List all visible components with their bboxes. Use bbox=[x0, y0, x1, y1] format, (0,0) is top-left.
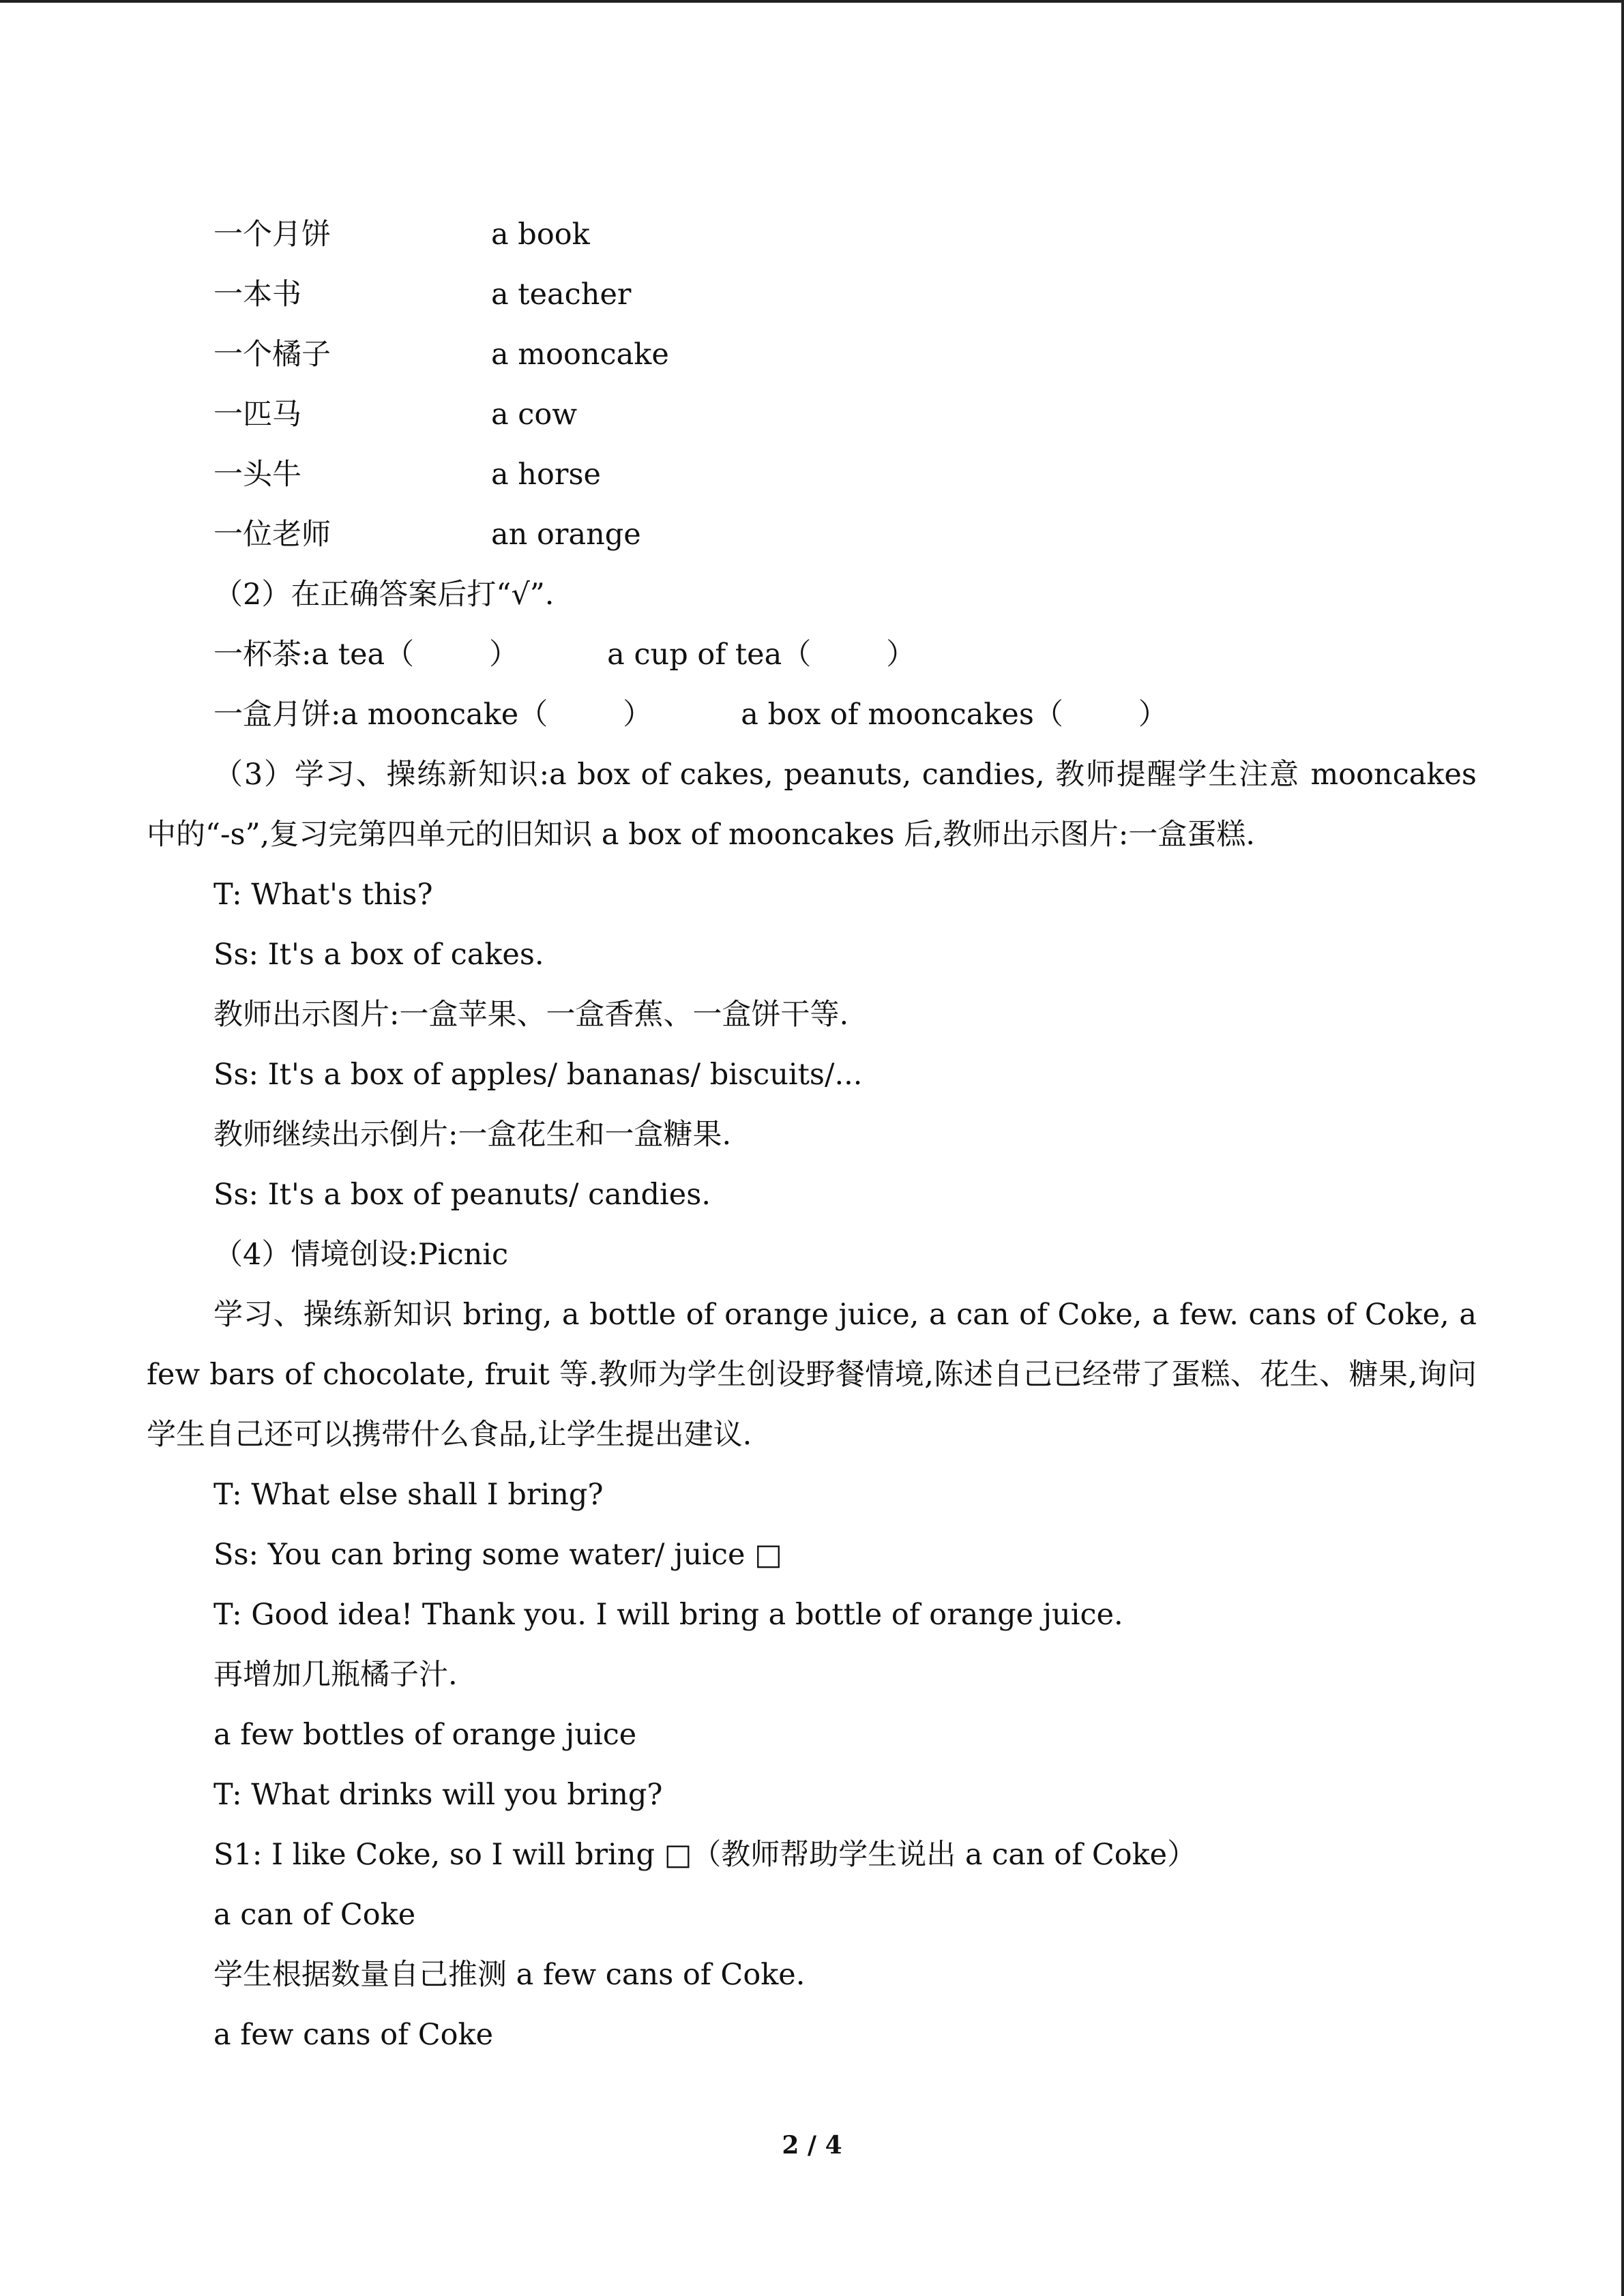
question-1-option-2-close: ） bbox=[886, 638, 916, 672]
section4-heading: （4）情境创设:Picnic bbox=[213, 1238, 509, 1272]
matching-row bbox=[147, 265, 1477, 325]
question-2-option-2: a box of mooncakes（ bbox=[741, 698, 1063, 732]
matching-zh: 一本书 bbox=[213, 278, 301, 312]
dialogue-line: T: What drinks will you bring? bbox=[213, 1778, 663, 1812]
section3-paragraph: （3）学习、操练新知识:a box of cakes, peanuts, candies, 教师提醒学生注意 mooncakes 中的“-s”,复习完第四单元的旧知识 a box of mooncakes 后,教师出示图片:一盒蛋糕. bbox=[147, 758, 1477, 852]
question-2-option-1: 一盒月饼:a mooncake（ bbox=[213, 698, 548, 732]
dialogue-line: T: Good idea! Thank you. I will bring a bottle of orange juice. bbox=[213, 1598, 1123, 1632]
question-2-close: ） bbox=[623, 698, 653, 732]
dialogue-line: Ss: You can bring some water/ juice □ bbox=[213, 1538, 782, 1572]
dialogue-line: S1: I like Coke, so I will bring □（教师帮助学生说出 a can of Coke） bbox=[213, 1838, 1197, 1872]
matching-zh: 一个月饼 bbox=[213, 218, 331, 252]
dialogue-line: Ss: It's a box of peanuts/ candies. bbox=[213, 1178, 711, 1212]
matching-en: a teacher bbox=[491, 278, 632, 312]
matching-zh: 一个橘子 bbox=[213, 338, 331, 372]
dialogue-line: T: What's this? bbox=[213, 878, 433, 912]
dialogue-line: Ss: It's a box of cakes. bbox=[213, 938, 544, 972]
section2-question-1 bbox=[147, 625, 1477, 685]
page-number: 2 / 4 bbox=[782, 2131, 842, 2160]
matching-en: a mooncake bbox=[491, 338, 669, 372]
page-right-border bbox=[1621, 0, 1624, 2296]
matching-en: a cow bbox=[491, 398, 578, 432]
matching-en: a book bbox=[491, 218, 590, 252]
dialogue-line: a can of Coke bbox=[213, 1898, 416, 1932]
dialogue-line: 教师出示图片:一盒苹果、一盒香蕉、一盒饼干等. bbox=[213, 998, 849, 1032]
matching-row bbox=[147, 205, 1477, 265]
question-2-option-2-close: ） bbox=[1138, 698, 1168, 732]
dialogue-line: 教师继续出示倒片:一盒花生和一盒糖果. bbox=[213, 1118, 732, 1152]
matching-row bbox=[147, 445, 1477, 505]
question-1-option-2: a cup of tea（ bbox=[607, 638, 812, 672]
dialogue-line: T: What else shall I bring? bbox=[213, 1478, 604, 1512]
section4-paragraph: 学习、操练新知识 bring, a bottle of orange juice, a can of Coke, a few. cans of Coke, a few bars of chocolate, fruit 等.教师为学生创设野餐情境,陈述自己已经带了蛋糕、花生、糖果,询问学生自己还可以携带什么食品,让学生提出建议. bbox=[147, 1298, 1477, 1452]
dialogue-line: Ss: It's a box of apples/ bananas/ biscuits/... bbox=[213, 1058, 863, 1092]
matching-row bbox=[147, 325, 1477, 385]
document-body bbox=[147, 205, 1477, 2065]
dialogue-line: a few bottles of orange juice bbox=[213, 1718, 637, 1752]
matching-row bbox=[147, 505, 1477, 565]
dialogue-line: 再增加几瓶橘子汁. bbox=[213, 1658, 458, 1692]
question-1-option-1: 一杯茶:a tea（ bbox=[213, 638, 415, 672]
question-1-close: ） bbox=[489, 638, 519, 672]
matching-zh: 一位老师 bbox=[213, 518, 331, 552]
section2-heading: （2）在正确答案后打“√”. bbox=[213, 578, 555, 612]
matching-zh: 一匹马 bbox=[213, 398, 301, 432]
page-top-border bbox=[0, 0, 1624, 3]
matching-row bbox=[147, 385, 1477, 445]
dialogue-line: a few cans of Coke bbox=[213, 2018, 494, 2052]
matching-en: a horse bbox=[491, 458, 601, 492]
matching-zh: 一头牛 bbox=[213, 458, 301, 492]
section2-question-2 bbox=[147, 685, 1477, 745]
matching-en: an orange bbox=[491, 518, 641, 552]
dialogue-line: 学生根据数量自己推测 a few cans of Coke. bbox=[213, 1958, 806, 1992]
